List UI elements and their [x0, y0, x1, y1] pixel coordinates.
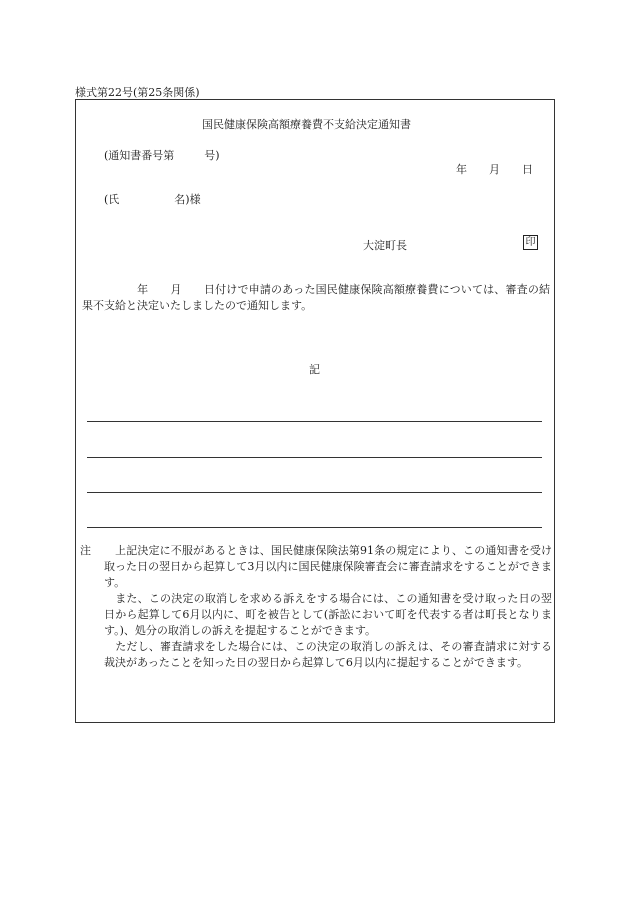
note-paragraph: 上記決定に不服があるときは、国民健康保険法第91条の規定により、この通知書を受け取った日の翌日から起算して3月以内に国民健康保険審査会に審査請求をすることができます。: [104, 544, 552, 589]
recipient-open: (氏: [104, 193, 120, 206]
issue-date: [456, 161, 533, 177]
date-month: 月: [489, 163, 500, 176]
body-text: 日付けで申請のあった国民健康保険高額療養費については、審査の結果不支給と決定いたしましたので通知します。: [82, 283, 551, 312]
recipient-name: [104, 191, 201, 207]
note-paragraph: また、この決定の取消しを求める訴えをする場合には、この通知書を受け取った日の翌日から起算して6月以内に、町を被告として(訴訟において町を代表する者は町長となります。)、処分の取消しの訴えを提起することができます。: [104, 592, 552, 637]
recipient-close: 名)様: [174, 193, 201, 206]
note-paragraph: ただし、審査請求をした場合には、この決定の取消しの訴えは、その審査請求に対する裁決があったことを知った日の翌日から起算して6月以内に提起することができます。: [104, 640, 552, 669]
ki-heading: 記: [309, 363, 320, 376]
blank-line: [87, 457, 542, 458]
seal-mark: 印: [523, 235, 538, 250]
issuer-name: 大淀町長: [363, 239, 407, 252]
date-day: 日: [522, 163, 533, 176]
blank-line: [87, 527, 542, 528]
document-title: 国民健康保険高額療養費不支給決定通知書: [202, 118, 411, 131]
blank-line: [87, 492, 542, 493]
notice-number: [104, 147, 220, 163]
body-month: 月: [170, 283, 182, 296]
date-year: 年: [456, 163, 467, 176]
blank-line: [87, 421, 542, 422]
form-number-label: 様式第22号(第25条関係): [75, 86, 200, 99]
note-mark: 注: [80, 544, 91, 557]
body-year: 年: [137, 283, 149, 296]
notes-section: [80, 543, 552, 671]
notice-number-open: (通知書番号第: [104, 149, 175, 162]
notice-number-close: 号): [204, 149, 220, 162]
notice-body: [82, 282, 550, 314]
